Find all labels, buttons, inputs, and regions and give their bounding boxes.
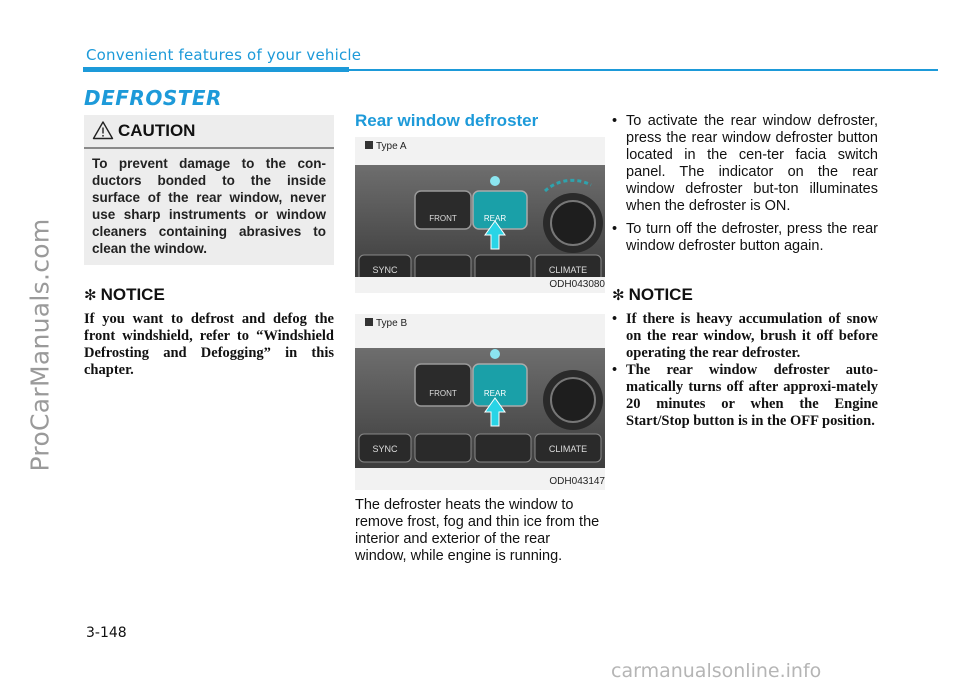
list-item: • To activate the rear window defroster, press the rear window defroster button located in the cen-ter facia switch panel. The indicator on the rear window defroster but-ton illuminates when the defroster is ON. [612, 113, 878, 214]
notice-list-right [612, 311, 878, 430]
header-rule-thin [349, 69, 938, 71]
star-icon: ✻ [612, 286, 625, 304]
page-title: DEFROSTER [84, 86, 222, 110]
figure-type-a [355, 137, 605, 293]
notice-label: NOTICE [100, 285, 165, 304]
figure-type-b [355, 314, 605, 490]
star-icon: ✻ [84, 286, 97, 304]
footer-watermark: carmanualsonline.info [611, 660, 822, 682]
warning-triangle-icon [92, 120, 114, 140]
control-panel-illustration [355, 334, 605, 474]
climate-button-label: CLIMATE [548, 265, 588, 275]
sync-button-label: SYNC [372, 444, 398, 454]
notice-heading-left [84, 285, 165, 305]
notice-label: NOTICE [628, 285, 693, 304]
caution-label: CAUTION [118, 121, 196, 140]
caution-text: To prevent damage to the con-ductors bonded to the inside surface of the rear window, never use sharp instruments or window cleaners containing abrasives to clean the window. [92, 156, 326, 256]
side-watermark: ProCarManuals.com [25, 218, 55, 472]
list-item: • The rear window defroster auto-matically turns off after approxi-mately 20 minutes or when the Engine Start/Stop button is in the OFF position. [612, 362, 878, 429]
rear-defroster-title: Rear window defroster [355, 111, 539, 130]
figure-code: ODH043080 [549, 279, 605, 290]
list-item: • To turn off the defroster, press the rear window defroster button again. [612, 221, 878, 254]
figure-code: ODH043147 [549, 476, 605, 487]
page-number: 3-148 [86, 625, 127, 641]
notice-text-left: If you want to defrost and defog the front windshield, refer to “Windshield Defrosting and Defogging” in this chapter. [84, 311, 334, 378]
control-panel-illustration [355, 157, 605, 277]
header-rule-thick [83, 67, 349, 72]
figure-type-label: Type B [365, 318, 407, 329]
climate-button-label: CLIMATE [548, 444, 588, 454]
front-button-label: FRONT [429, 214, 457, 223]
rear-defroster-description: The defroster heats the window to remove frost, fog and thin ice from the interior and exterior of the rear window, while engine is running. [355, 497, 600, 564]
instruction-list [612, 113, 878, 261]
sync-button-label: SYNC [372, 265, 398, 275]
list-item: • If there is heavy accumulation of snow on the rear window, brush it off before operating the rear defroster. [612, 311, 878, 361]
figure-type-label: Type A [365, 141, 407, 152]
rear-button-label: REAR [483, 214, 507, 223]
caution-box [84, 115, 334, 265]
notice-heading-right [612, 285, 693, 305]
front-button-label: FRONT [429, 389, 457, 398]
section-header: Convenient features of your vehicle [86, 46, 362, 64]
caution-header [84, 115, 334, 149]
rear-button-label: REAR [483, 389, 507, 398]
